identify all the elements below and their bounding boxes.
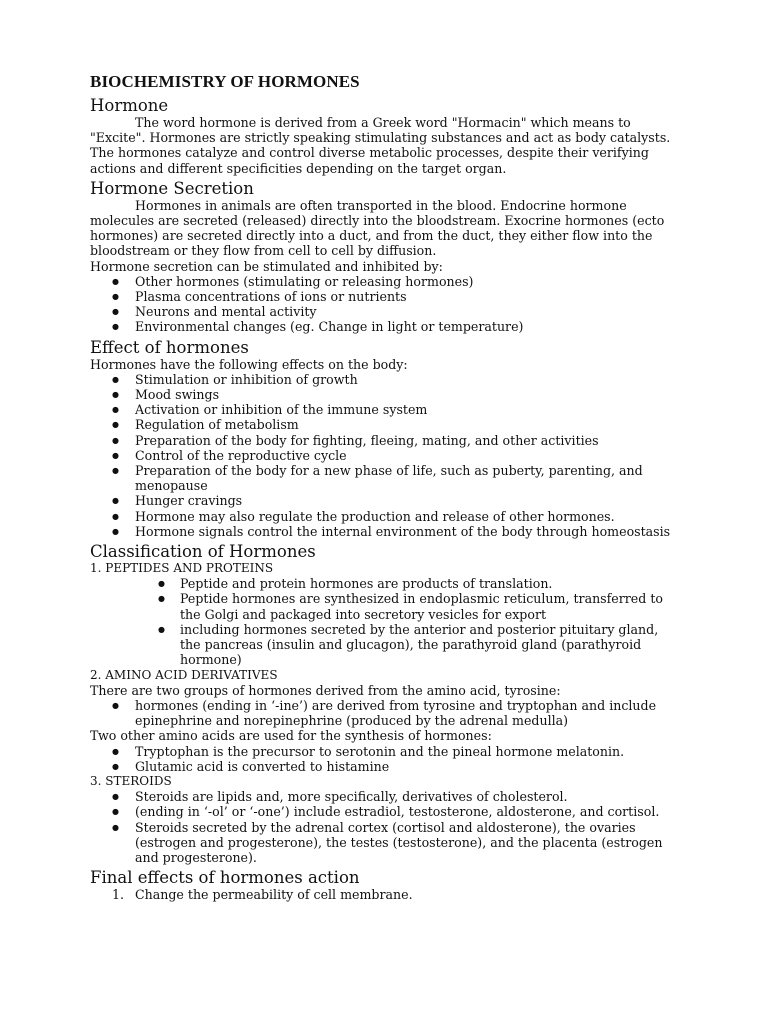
heading-final-effects: Final effects of hormones action: [90, 868, 360, 888]
list-item: ● Peptide and protein hormones are products of translation.: [90, 576, 678, 591]
peptides-list: [90, 576, 678, 667]
list-item: ● hormones (ending in ‘-ine’) are derived from tyrosine and tryptophan and include epinephrine and norepinephrine (produced by the adrenal medulla): [90, 698, 678, 728]
list-item: ● Neurons and mental activity: [90, 304, 678, 319]
list-item: ● Hunger cravings: [90, 493, 678, 508]
list-item: ● Steroids are lipids and, more specifically, derivatives of cholesterol.: [90, 789, 678, 804]
peptides-label: 1. PEPTIDES AND PROTEINS: [90, 561, 274, 576]
secretion-list: [90, 274, 678, 335]
list-item: ● Environmental changes (eg. Change in light or temperature): [90, 319, 678, 334]
list-item: ● Tryptophan is the precursor to serotonin and the pineal hormone melatonin.: [90, 744, 678, 759]
amino-intro-2: Two other amino acids are used for the synthesis of hormones:: [90, 728, 492, 744]
heading-classification: Classification of Hormones: [90, 542, 316, 562]
list-item: ● Control of the reproductive cycle: [90, 448, 678, 463]
list-item: ● Stimulation or inhibition of growth: [90, 372, 678, 387]
list-item: ● including hormones secreted by the anterior and posterior pituitary gland, the pancreas (insulin and glucagon), the parathyroid gland (parathyroid hormone): [90, 622, 678, 668]
amino-label: 2. AMINO ACID DERIVATIVES: [90, 667, 278, 682]
hormone-paragraph: The word hormone is derived from a Greek word "Hormacin" which means to "Excite". Hormones are strictly speaking stimulating substances and act as body catalysts. The hormones catalyze and control diverse metabolic processes, despite their verifying actions and different specificities depending on the target organ.: [90, 115, 671, 176]
list-item: 1. Change the permeability of cell membrane.: [90, 887, 678, 902]
list-item: ● Preparation of the body for a new phase of life, such as puberty, parenting, and menopause: [90, 463, 678, 493]
list-item: ● Peptide hormones are synthesized in endoplasmic reticulum, transferred to the Golgi and packaged into secretory vesicles for export: [90, 591, 678, 621]
list-item: ● Hormone may also regulate the production and release of other hormones.: [90, 509, 678, 524]
list-item: ● Other hormones (stimulating or releasing hormones): [90, 274, 678, 289]
heading-hormone-secretion: Hormone Secretion: [90, 178, 254, 198]
list-item: ● Steroids secreted by the adrenal cortex (cortisol and aldosterone), the ovaries (estrogen and progesterone), the testes (testosterone), and the placenta (estrogen and progesterone).: [90, 820, 678, 866]
steroids-label: 3. STEROIDS: [90, 773, 172, 788]
effect-list: [90, 372, 678, 539]
steroids-list: [90, 789, 678, 865]
heading-effect-of-hormones: Effect of hormones: [90, 337, 249, 357]
heading-hormone: Hormone: [90, 96, 169, 115]
list-item: ● Regulation of metabolism: [90, 417, 678, 432]
amino-intro: There are two groups of hormones derived from the amino acid, tyrosine:: [90, 682, 561, 698]
list-item: ● Activation or inhibition of the immune system: [90, 402, 678, 417]
amino-list-2: [90, 744, 678, 774]
document-title: BIOCHEMISTRY OF HORMONES: [90, 72, 360, 91]
list-item: ● Preparation of the body for fighting, fleeing, mating, and other activities: [90, 433, 678, 448]
final-effects-list: [90, 887, 678, 902]
list-item: ● Plasma concentrations of ions or nutrients: [90, 289, 678, 304]
list-item: ● Hormone signals control the internal environment of the body through homeostasis: [90, 524, 678, 539]
amino-list: [90, 698, 678, 728]
secretion-intro: Hormone secretion can be stimulated and inhibited by:: [90, 258, 443, 274]
list-item: ● Glutamic acid is converted to histamine: [90, 759, 678, 774]
list-item: ● (ending in ‘-ol’ or ‘-one’) include estradiol, testosterone, aldosterone, and cortisol.: [90, 804, 678, 819]
list-item: ● Mood swings: [90, 387, 678, 402]
effect-intro: Hormones have the following effects on the body:: [90, 356, 408, 372]
secretion-paragraph: Hormones in animals are often transported in the blood. Endocrine hormone molecules are secreted (released) directly into the bloodstream. Exocrine hormones (ecto hormones) are secreted directly into a duct, and from the duct, they either flow into the bloodstream or they flow from cell to cell by diffusion.: [90, 197, 665, 259]
